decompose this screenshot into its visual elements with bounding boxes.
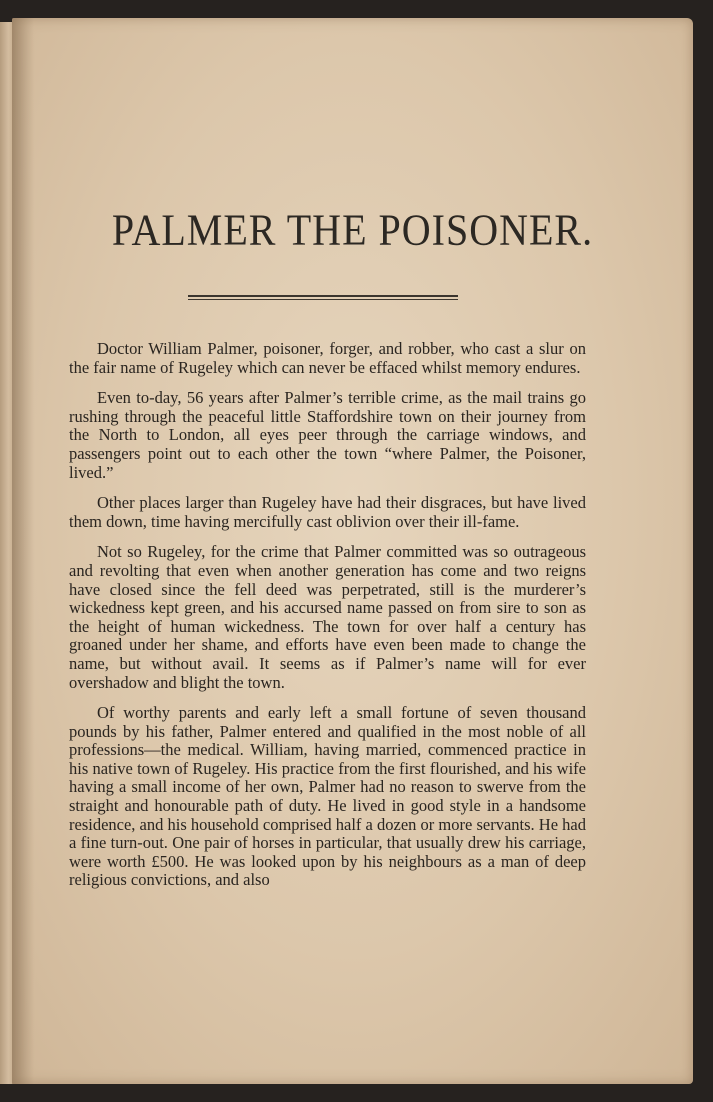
paragraph-3: Other places larger than Rugeley have had their disgraces, but have lived them down, time having mercifully cast oblivion over their ill-fame. — [69, 493, 586, 531]
paragraph-4: Not so Rugeley, for the crime that Palmer committed was so outrageous and revolting that even when another generation has come and two reigns have closed since the fell deed was perpetrated, still is the murderer’s wickedness kept green, and his accursed name passed on from sire to son as the height of human wickedness. The town for over half a century has groaned under her shame, and efforts have even been made to change the name, but without avail. It seems as if Palmer’s name will for ever overshadow and blight the town. — [69, 542, 586, 692]
body-text — [69, 340, 586, 902]
page-title: PALMER THE POISONER. — [111, 204, 594, 255]
paragraph-2: Even to-day, 56 years after Palmer’s terrible crime, as the mail trains go rushing through the peaceful little Staffordshire town on their journey from the North to London, all eyes peer through the carriage windows, and passengers point out to each other the town “where Palmer, the Poisoner, lived.” — [69, 388, 586, 482]
title-double-rule — [188, 295, 458, 300]
spine-shadow — [12, 18, 34, 1084]
paragraph-5: Of worthy parents and early left a small fortune of seven thousand pounds by his father, Palmer entered and qualified in the most noble of all professions—the medical. William, having married, commenced practice in his native town of Rugeley. His practice from the first flourished, and his wife having a small income of her own, Palmer had no reason to swerve from the straight and honourable path of duty. He lived in good style in a handsome residence, and his household comprised half a dozen or more servants. He had a fine turn-out. One pair of horses in particular, that usually drew his carriage, were worth £500. He was looked upon by his neighbours as a man of deep religious convictions, and also — [69, 703, 586, 890]
book-page — [12, 18, 693, 1084]
paragraph-1: Doctor William Palmer, poisoner, forger, and robber, who cast a slur on the fair name of Rugeley which can never be effaced whilst memory endures. — [69, 339, 586, 377]
